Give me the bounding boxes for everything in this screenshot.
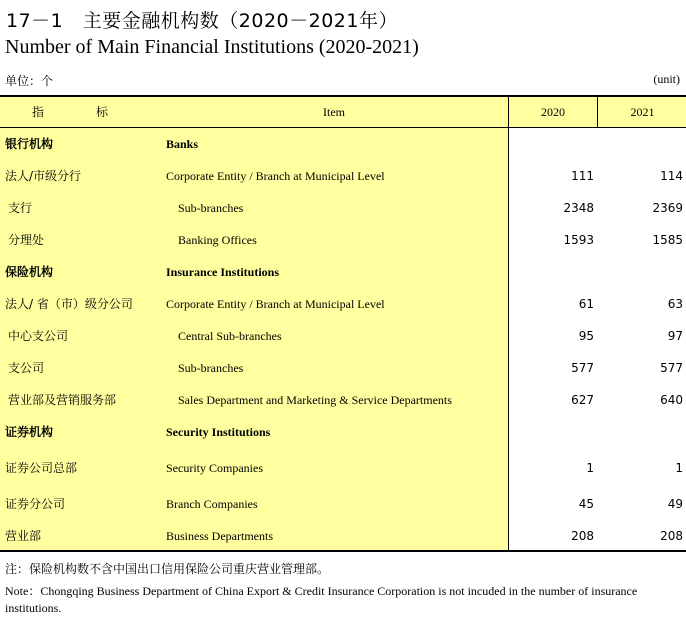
row-label-en: Corporate Entity / Branch at Municipal Level — [166, 297, 385, 311]
value-2021: 97 — [667, 329, 683, 343]
value-2021: 640 — [660, 393, 683, 407]
table-row-category — [0, 422, 686, 442]
table-header — [0, 95, 686, 128]
value-2020: 577 — [571, 361, 594, 375]
row-label-en: Banking Offices — [178, 233, 257, 247]
table-row — [0, 230, 686, 250]
value-2020: 61 — [578, 297, 594, 311]
row-label-cn: 中心支公司 — [8, 329, 69, 343]
row-label-en: Central Sub-branches — [178, 329, 282, 343]
table-body — [0, 128, 686, 552]
page-title-cn: 17－1 主要金融机构数（2020－2021年） — [6, 10, 398, 32]
value-2021: 49 — [667, 497, 683, 511]
row-label-cn: 证券分公司 — [5, 497, 66, 511]
table-row — [0, 494, 686, 514]
value-2020: 45 — [578, 497, 594, 511]
institutions-table — [0, 95, 686, 552]
row-label-cn: 支公司 — [8, 361, 45, 375]
row-label-en: Insurance Institutions — [166, 265, 280, 279]
row-label-en: Banks — [166, 137, 199, 151]
footnote-cn: 注：保险机构数不含中国出口信用保险公司重庆营业管理部。 — [5, 562, 330, 576]
header-indicator: 指 标 — [31, 105, 128, 119]
row-label-en: Sub-branches — [178, 201, 244, 215]
row-label-cn: 分理处 — [8, 233, 45, 247]
value-2021: 63 — [667, 297, 683, 311]
row-label-en: Security Companies — [166, 461, 263, 475]
table-row — [0, 390, 686, 410]
row-label-cn: 证券公司总部 — [5, 461, 78, 475]
unit-label-en: (unit) — [653, 72, 680, 86]
row-label-en: Sub-branches — [178, 361, 244, 375]
value-2020: 2348 — [563, 201, 594, 215]
header-item: Item — [323, 105, 345, 119]
value-2021: 1585 — [652, 233, 683, 247]
row-label-en: Sales Department and Marketing & Service Departments — [178, 393, 452, 407]
table-row-category — [0, 134, 686, 154]
table-row — [0, 358, 686, 378]
value-2020: 1 — [586, 461, 594, 475]
table-row — [0, 198, 686, 218]
row-label-cn: 银行机构 — [5, 137, 54, 151]
table-row — [0, 458, 686, 478]
value-2020: 208 — [571, 529, 594, 543]
footnote-en: Note：Chongqing Business Department of China Export & Credit Insurance Corporation is not incuded in the number of insurance institutions. — [5, 584, 638, 615]
value-2021: 208 — [660, 529, 683, 543]
table-row-category — [0, 262, 686, 282]
value-2020: 627 — [571, 393, 594, 407]
value-2021: 577 — [660, 361, 683, 375]
row-label-en: Business Departments — [166, 529, 273, 543]
table-row — [0, 326, 686, 346]
header-2021: 2021 — [597, 97, 686, 127]
value-2021: 114 — [660, 169, 683, 183]
table-row — [0, 294, 686, 314]
row-label-cn: 法人/ 省（市）级分公司 — [5, 297, 133, 311]
value-2020: 1593 — [563, 233, 594, 247]
unit-label-cn: 单位：个 — [5, 74, 54, 88]
page-title-en: Number of Main Financial Institutions (2020-2021) — [5, 36, 419, 58]
value-2020: 95 — [578, 329, 594, 343]
header-2020: 2020 — [508, 97, 597, 127]
row-label-cn: 保险机构 — [5, 265, 54, 279]
table-row — [0, 166, 686, 186]
row-label-cn: 证券机构 — [5, 425, 54, 439]
row-label-cn: 营业部 — [5, 529, 42, 543]
row-label-en: Branch Companies — [166, 497, 258, 511]
row-label-cn: 支行 — [8, 201, 33, 215]
value-2020: 111 — [571, 169, 594, 183]
value-2021: 2369 — [652, 201, 683, 215]
value-2021: 1 — [675, 461, 683, 475]
row-label-en: Corporate Entity / Branch at Municipal Level — [166, 169, 385, 183]
table-row — [0, 526, 686, 546]
row-label-cn: 法人/市级分行 — [5, 169, 82, 183]
row-label-en: Security Institutions — [166, 425, 271, 439]
row-label-cn: 营业部及营销服务部 — [8, 393, 117, 407]
